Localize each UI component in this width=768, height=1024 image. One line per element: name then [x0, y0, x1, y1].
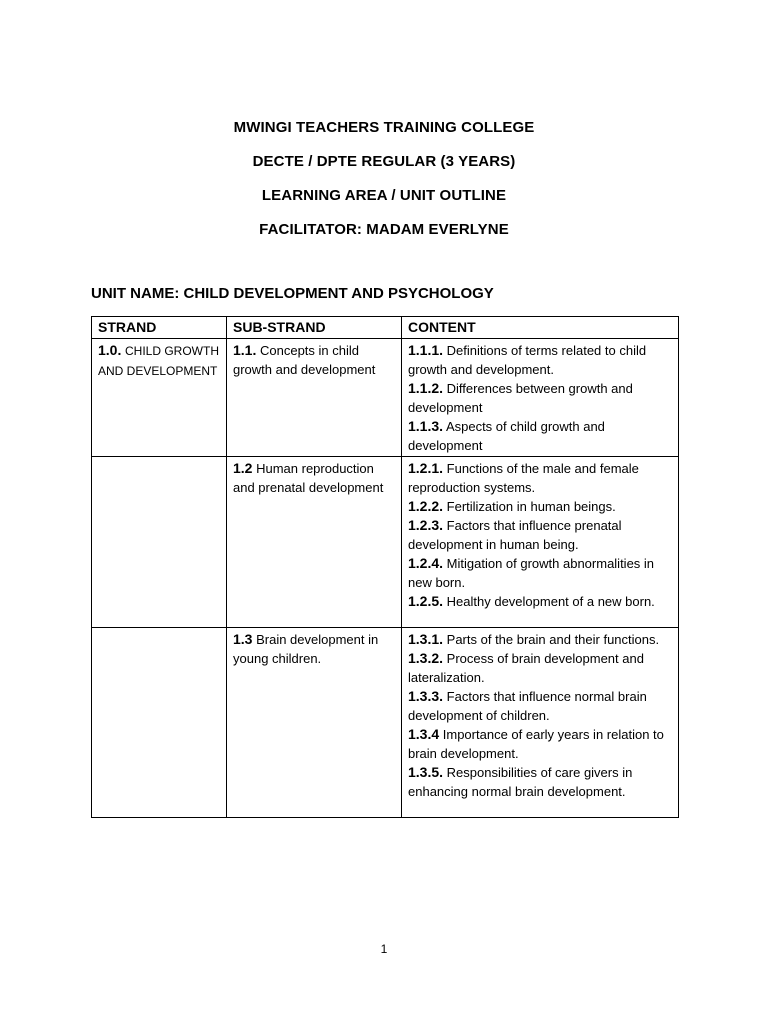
- content-item: [408, 763, 673, 801]
- content-item: [408, 630, 673, 649]
- sub-strand-title: Brain development in young children.: [233, 632, 379, 666]
- content-item-code: 1.1.3.: [408, 418, 444, 434]
- outline-title: LEARNING AREA / UNIT OUTLINE: [261, 187, 507, 204]
- content-item-code: 1.2.5.: [408, 593, 444, 609]
- unit-name-heading: UNIT NAME: CHILD DEVELOPMENT AND PSYCHOLOGY: [91, 285, 494, 302]
- content-item-text: Healthy development of a new born.: [446, 594, 655, 609]
- content-item-text: Mitigation of growth abnormalities in new born.: [408, 556, 655, 590]
- sub-strand-code: 1.3: [233, 631, 253, 647]
- unit-outline-table: [91, 316, 679, 818]
- content-item-code: 1.1.1.: [408, 342, 444, 358]
- strand-title: CHILD GROWTH AND DEVELOPMENT: [98, 344, 219, 378]
- content-item: [408, 725, 673, 763]
- sub-strand-title: Human reproduction and prenatal development: [233, 461, 384, 495]
- content-item: [408, 592, 673, 611]
- facilitator-line: FACILITATOR: MADAM EVERLYNE: [259, 221, 509, 238]
- content-item-code: 1.2.1.: [408, 460, 444, 476]
- college-name: MWINGI TEACHERS TRAINING COLLEGE: [233, 119, 535, 136]
- content-cell: [402, 628, 679, 818]
- content-item-text: Fertilization in human beings.: [446, 499, 616, 514]
- table-header-row: [92, 317, 679, 339]
- strand-cell: [92, 457, 227, 628]
- content-item: [408, 341, 673, 379]
- document-header: [0, 115, 768, 251]
- content-item-text: Aspects of child growth and development: [408, 419, 605, 453]
- content-cell: [402, 339, 679, 457]
- sub-strand-code: 1.1.: [233, 342, 257, 358]
- content-item-code: 1.3.2.: [408, 650, 444, 666]
- content-item: [408, 379, 673, 417]
- page-number: 1: [380, 942, 388, 956]
- content-cell: [402, 457, 679, 628]
- sub-strand-cell: [227, 339, 402, 457]
- content-item-text: Factors that influence prenatal development in human being.: [408, 518, 622, 552]
- content-item-text: Differences between growth and development: [408, 381, 633, 415]
- content-item: [408, 516, 673, 554]
- sub-strand-code: 1.2: [233, 460, 253, 476]
- column-header-sub-strand: SUB-STRAND: [227, 317, 402, 339]
- sub-strand-cell: [227, 457, 402, 628]
- sub-strand-cell: [227, 628, 402, 818]
- content-item-text: Factors that influence normal brain development of children.: [408, 689, 647, 723]
- content-item-code: 1.3.3.: [408, 688, 444, 704]
- content-item-text: Process of brain development and lateralization.: [408, 651, 644, 685]
- content-item-text: Importance of early years in relation to brain development.: [408, 727, 664, 761]
- sub-strand-title: Concepts in child growth and development: [233, 343, 376, 377]
- content-item-code: 1.2.4.: [408, 555, 444, 571]
- program-title: DECTE / DPTE REGULAR (3 YEARS): [252, 153, 516, 170]
- strand-cell: [92, 339, 227, 457]
- content-item-text: Parts of the brain and their functions.: [446, 632, 660, 647]
- strand-code: 1.0.: [98, 342, 122, 358]
- content-item-code: 1.2.3.: [408, 517, 444, 533]
- column-header-strand: STRAND: [92, 317, 227, 339]
- table-row: [92, 628, 679, 818]
- content-item: [408, 417, 673, 455]
- content-item: [408, 497, 673, 516]
- table-row: [92, 457, 679, 628]
- content-item-text: Responsibilities of care givers in enhancing normal brain development.: [408, 765, 633, 799]
- strand-cell: [92, 628, 227, 818]
- content-item-text: Functions of the male and female reproduction systems.: [408, 461, 639, 495]
- content-item-code: 1.1.2.: [408, 380, 444, 396]
- content-item: [408, 687, 673, 725]
- column-header-content: CONTENT: [402, 317, 679, 339]
- content-item: [408, 554, 673, 592]
- content-item: [408, 649, 673, 687]
- content-item-code: 1.3.4: [408, 726, 440, 742]
- content-item-code: 1.3.1.: [408, 631, 444, 647]
- table-row: [92, 339, 679, 457]
- content-item-code: 1.2.2.: [408, 498, 444, 514]
- content-item-code: 1.3.5.: [408, 764, 444, 780]
- content-item-text: Definitions of terms related to child growth and development.: [408, 343, 647, 377]
- content-item: [408, 459, 673, 497]
